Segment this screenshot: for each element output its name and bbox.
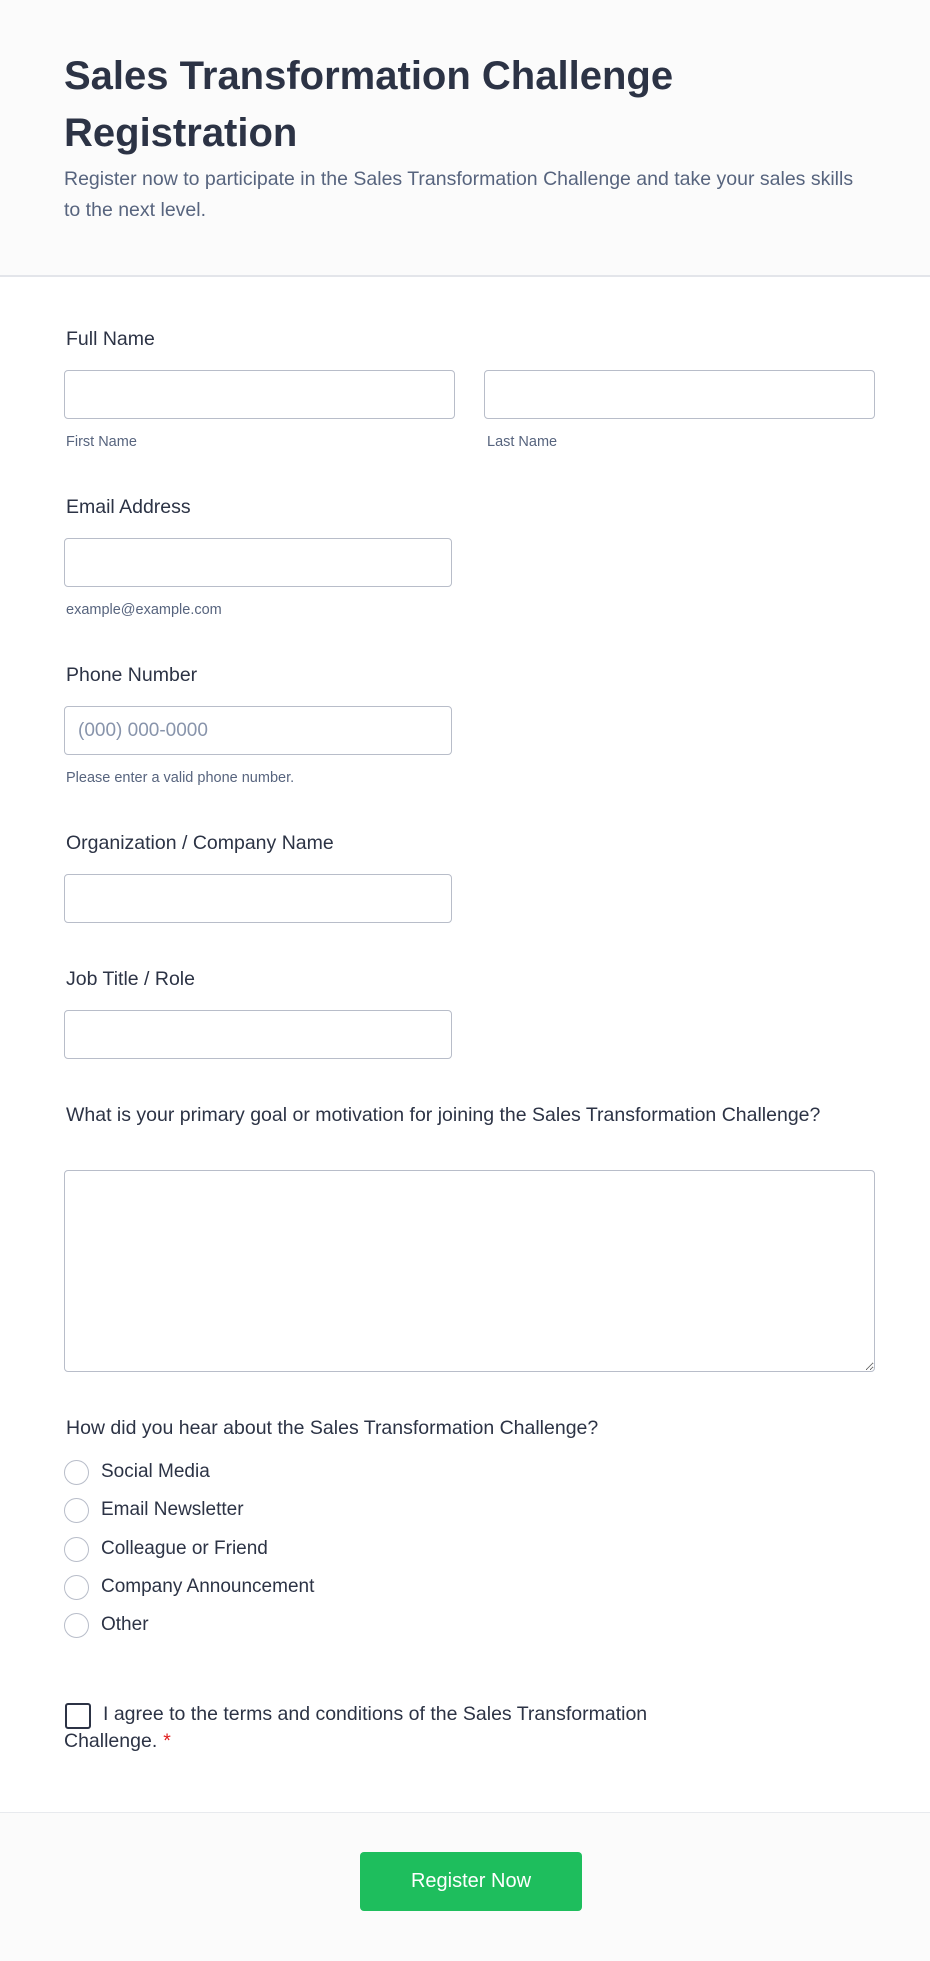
organization-label: Organization / Company Name: [66, 832, 334, 854]
last-name-input[interactable]: [484, 370, 875, 419]
organization-input[interactable]: [64, 874, 452, 923]
radio-option-label: Company Announcement: [101, 1576, 315, 1597]
phone-label: Phone Number: [66, 664, 198, 686]
radio-option-email-newsletter[interactable]: [64, 1497, 244, 1523]
register-now-button[interactable]: Register Now: [360, 1852, 582, 1911]
required-asterisk: *: [163, 1730, 171, 1752]
radio-button[interactable]: [64, 1460, 89, 1485]
radio-option-other[interactable]: [64, 1612, 149, 1638]
job-title-input[interactable]: [64, 1010, 452, 1059]
goal-textarea[interactable]: [64, 1170, 875, 1372]
terms-text: [64, 1701, 744, 1755]
email-input[interactable]: [64, 538, 452, 587]
radio-option-company-announcement[interactable]: [64, 1574, 314, 1600]
radio-button[interactable]: [64, 1537, 89, 1562]
phone-sublabel: Please enter a valid phone number.: [66, 770, 295, 786]
referral-label: How did you hear about the Sales Transformation Challenge?: [66, 1417, 599, 1439]
email-sublabel: example@example.com: [66, 602, 222, 618]
phone-input[interactable]: [64, 706, 452, 755]
radio-option-social-media[interactable]: [64, 1459, 210, 1485]
first-name-sublabel: First Name: [66, 434, 137, 450]
last-name-sublabel: Last Name: [487, 434, 558, 450]
radio-button[interactable]: [64, 1613, 89, 1638]
radio-option-label: Colleague or Friend: [101, 1538, 268, 1559]
page-title: Sales Transformation Challenge Registration: [64, 54, 674, 155]
full-name-label: Full Name: [66, 328, 155, 350]
form-header: [0, 0, 930, 277]
radio-button[interactable]: [64, 1575, 89, 1600]
terms-label: I agree to the terms and conditions of the Sales Transformation Challenge.: [64, 1703, 648, 1752]
goal-label: What is your primary goal or motivation for joining the Sales Transformation Challenge?: [66, 1104, 821, 1126]
radio-option-label: Email Newsletter: [101, 1499, 244, 1520]
terms-checkbox[interactable]: [65, 1703, 91, 1729]
page-subtitle: Register now to participate in the Sales Transformation Challenge and take your sales skills to the next level.: [64, 168, 854, 221]
radio-option-label: Other: [101, 1614, 149, 1635]
first-name-input[interactable]: [64, 370, 455, 419]
job-title-label: Job Title / Role: [66, 968, 195, 990]
radio-option-colleague-or-friend[interactable]: [64, 1536, 268, 1562]
email-label: Email Address: [66, 496, 191, 518]
radio-button[interactable]: [64, 1498, 89, 1523]
radio-option-label: Social Media: [101, 1461, 210, 1482]
